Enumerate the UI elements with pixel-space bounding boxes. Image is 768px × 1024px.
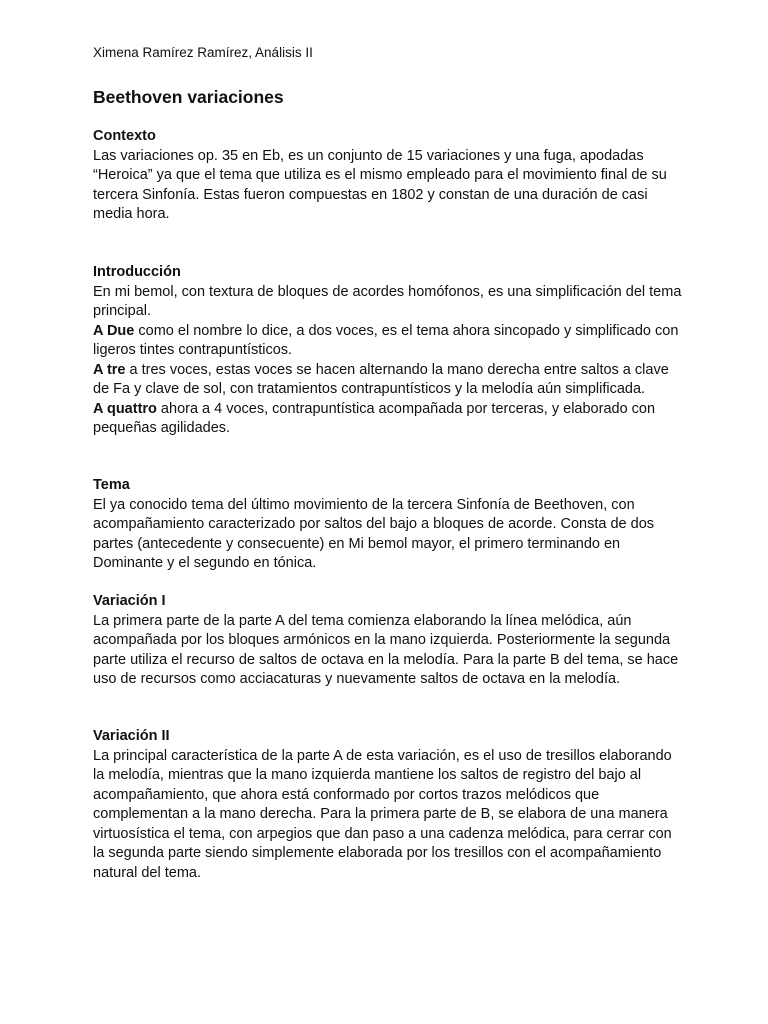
a-due-label: A Due xyxy=(93,322,135,339)
paragraph-contexto: Las variaciones op. 35 en Eb, es un conjunto de 15 variaciones y una fuga, apodadas “Heroica” ya que el tema que utiliza es el mismo empleado para el movimiento final de su tercera Sinfonía. Estas fueron compuestas en 1802 y constan de una duración de casi media hora. xyxy=(93,147,667,222)
section-contexto xyxy=(93,127,683,225)
document-title: Beethoven variaciones xyxy=(93,87,284,107)
section-variacion-1 xyxy=(93,592,683,690)
section-heading-variacion-2: Variación II xyxy=(93,728,170,744)
section-heading-contexto: Contexto xyxy=(93,128,156,144)
paragraph-tema: El ya conocido tema del último movimiento de la tercera Sinfonía de Beethoven, con acompañamiento caracterizado por saltos del bajo a bloques de acorde. Consta de dos partes (antecedente y consecuente) en Mi bemol mayor, el primero terminando en Dominante y el segundo en tónica. xyxy=(93,496,655,571)
paragraph-a-due xyxy=(93,322,683,361)
section-variacion-2 xyxy=(93,727,683,883)
paragraph-variacion-2: La principal característica de la parte A de esta variación, es el uso de tresillos elaborando la melodía, mientras que la mano izquierda mantiene los saltos de registro del bajo al acompañamiento, que ahora está conformado por cortos trazos melódicos que complementan a la mano derecha. Para la primera parte de B, se elabora de una manera virtuosística el tema, con arpegios que dan paso a una cadenza melódica, para cerrar con la segunda parte siendo simplemente elaborada por los tresillos con el acompañamiento natural del tema. xyxy=(93,747,672,881)
section-heading-tema: Tema xyxy=(93,477,130,493)
a-quattro-text: ahora a 4 voces, contrapuntística acompañada por terceras, y elaborado con pequeñas agilidades. xyxy=(93,400,656,436)
document-header: Ximena Ramírez Ramírez, Análisis II xyxy=(93,45,313,60)
section-heading-variacion-1: Variación I xyxy=(93,593,166,609)
section-introduccion xyxy=(93,263,683,439)
a-quattro-label: A quattro xyxy=(93,400,157,417)
paragraph-a-quattro xyxy=(93,400,683,439)
paragraph-variacion-1: La primera parte de la parte A del tema comienza elaborando la línea melódica, aún acompañada por los bloques armónicos en la mano izquierda. Posteriormente la segunda parte utiliza el recurso de saltos de octava en la melodía. Para la parte B del tema, se hace uso de recursos como acciacaturas y nuevamente saltos de octava en la melodía. xyxy=(93,612,679,687)
a-tre-text: a tres voces, estas voces se hacen alternando la mano derecha entre saltos a clave de Fa y clave de sol, con tratamientos contrapuntísticos y la melodía aún simplificada. xyxy=(93,361,669,397)
section-tema xyxy=(93,476,683,574)
paragraph-a-tre xyxy=(93,361,683,400)
section-heading-introduccion: Introducción xyxy=(93,264,181,280)
a-tre-label: A tre xyxy=(93,361,126,378)
paragraph-introduccion: En mi bemol, con textura de bloques de acordes homófonos, es una simplificación del tema principal. xyxy=(93,283,682,319)
a-due-text: como el nombre lo dice, a dos voces, es el tema ahora sincopado y simplificado con ligeros tintes contrapuntísticos. xyxy=(93,322,679,358)
